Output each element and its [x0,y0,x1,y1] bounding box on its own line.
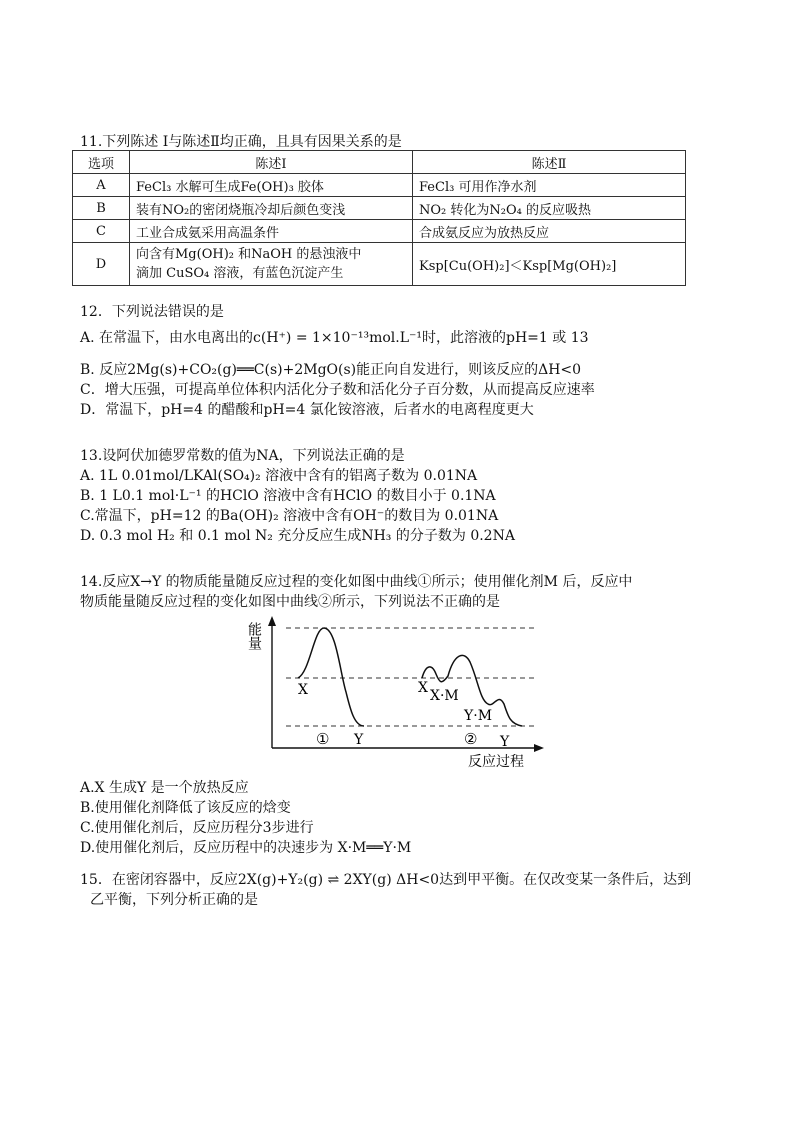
q13-option-a: A. 1L 0.01mol/LKAl(SO₄)₂ 溶液中含有的铝离子数为 0.01NA [80,468,478,484]
label-curve-2: ② [464,730,478,748]
q12-title: 12．下列说法错误的是 [80,304,224,320]
q14 [80,572,720,612]
q14-line-1: 14.反应X→Y 的物质能量随反应过程的变化如图中曲线①所示；使用催化剂M 后，反应中 [80,574,633,590]
y-axis-arrow [268,616,276,626]
row-statement-1: FeCl₃ 水解可生成Fe(OH)₃ 胶体 [130,174,413,197]
label-x2: X [418,680,428,696]
energy-diagram [240,612,560,774]
q15-line-2: 乙平衡，下列分析正确的是 [90,892,258,908]
row-statement-1 [130,243,413,286]
row-option: A [73,174,130,197]
row-statement-1-line-1: 向含有Mg(OH)₂ 和NaOH 的悬浊液中 [136,247,362,262]
row-statement-1: 装有NO₂的密闭烧瓶冷却后颜色变浅 [130,197,413,220]
table-row [73,197,686,220]
header-statement-2: 陈述Ⅱ [413,151,686,174]
label-x1: X [298,682,308,698]
x-axis-label: 反应过程 [468,754,524,770]
table-row [73,174,686,197]
q12-option-b: B. 反应2Mg(s)+CO₂(g)══C(s)+2MgO(s)能正向自发进行，则该反应的ΔH<0 [80,362,582,378]
q11-title-text: 11.下列陈述 Ⅰ与陈述Ⅱ均正确，且具有因果关系的是 [80,134,402,150]
row-statement-2: NO₂ 转化为N₂O₄ 的反应吸热 [413,197,686,220]
q12 [80,302,720,420]
q12-option-c: C．增大压强，可提高单位体积内活化分子数和活化分子百分数，从而提高反应速率 [80,382,595,398]
q13-option-c: C.常温下，pH=12 的Ba(OH)₂ 溶液中含有OH⁻的数目为 0.01NA [80,508,499,524]
table-row [73,220,686,243]
label-y2: Y [500,734,510,750]
row-statement-2: 合成氨反应为放热反应 [413,220,686,243]
q13-option-d: D. 0.3 mol H₂ 和 0.1 mol N₂ 充分反应生成NH₃ 的分子数为 0.2NA [80,528,515,544]
q14-option-d: D.使用催化剂后，反应历程中的决速步为 X·M══Y·M [80,840,412,856]
row-option: C [73,220,130,243]
table-header-row [73,151,686,174]
q14-option-a: A.X 生成Y 是一个放热反应 [80,780,249,796]
q15-line-1: 15．在密闭容器中，反应2X(g)+Y₂(g) ⇌ 2XY(g) ΔH<0达到甲平衡。在仅改变某一条件后，达到 [80,872,692,888]
q15 [80,870,720,910]
row-statement-2: FeCl₃ 可用作净水剂 [413,174,686,197]
q14-line-2: 物质能量随反应过程的变化如图中曲线②所示，下列说法不正确的是 [80,594,500,610]
q14-option-b: B.使用催化剂降低了该反应的焓变 [80,800,291,816]
y-axis-label: 能量 [246,622,262,650]
header-option: 选项 [73,151,130,174]
q11-title [80,132,720,152]
row-option: D [73,243,130,286]
row-statement-1-line-2: 滴加 CuSO₄ 溶液，有蓝色沉淀产生 [136,266,344,281]
row-statement-2: Ksp[Cu(OH)₂]＜Ksp[Mg(OH)₂] [413,243,686,286]
row-statement-1: 工业合成氨采用高温条件 [130,220,413,243]
q13-title: 13.设阿伏加德罗常数的值为NA，下列说法正确的是 [80,448,405,464]
x-axis-arrow [534,744,544,752]
table-row [73,243,686,286]
curve-1 [298,628,364,726]
q12-option-d: D．常温下，pH=4 的醋酸和pH=4 氯化铵溶液，后者水的电离程度更大 [80,402,534,418]
q12-option-a: A. 在常温下，由水电离出的c(H⁺) = 1×10⁻¹³mol.L⁻¹时，此溶液的pH=1 或 13 [80,330,589,346]
header-statement-1: 陈述Ⅰ [130,151,413,174]
label-xm: X·M [430,688,459,704]
q13-option-b: B. 1 L0.1 mol·L⁻¹ 的HClO 溶液中含有HClO 的数目小于 0.1NA [80,488,496,504]
q13 [80,446,720,546]
row-option: B [73,197,130,220]
label-curve-1: ① [316,730,330,748]
q11-table [72,150,686,286]
q14-option-c: C.使用催化剂后，反应历程分3步进行 [80,820,314,836]
label-y1: Y [354,732,364,748]
q14-options [80,778,720,858]
label-ym: Y·M [464,708,493,724]
